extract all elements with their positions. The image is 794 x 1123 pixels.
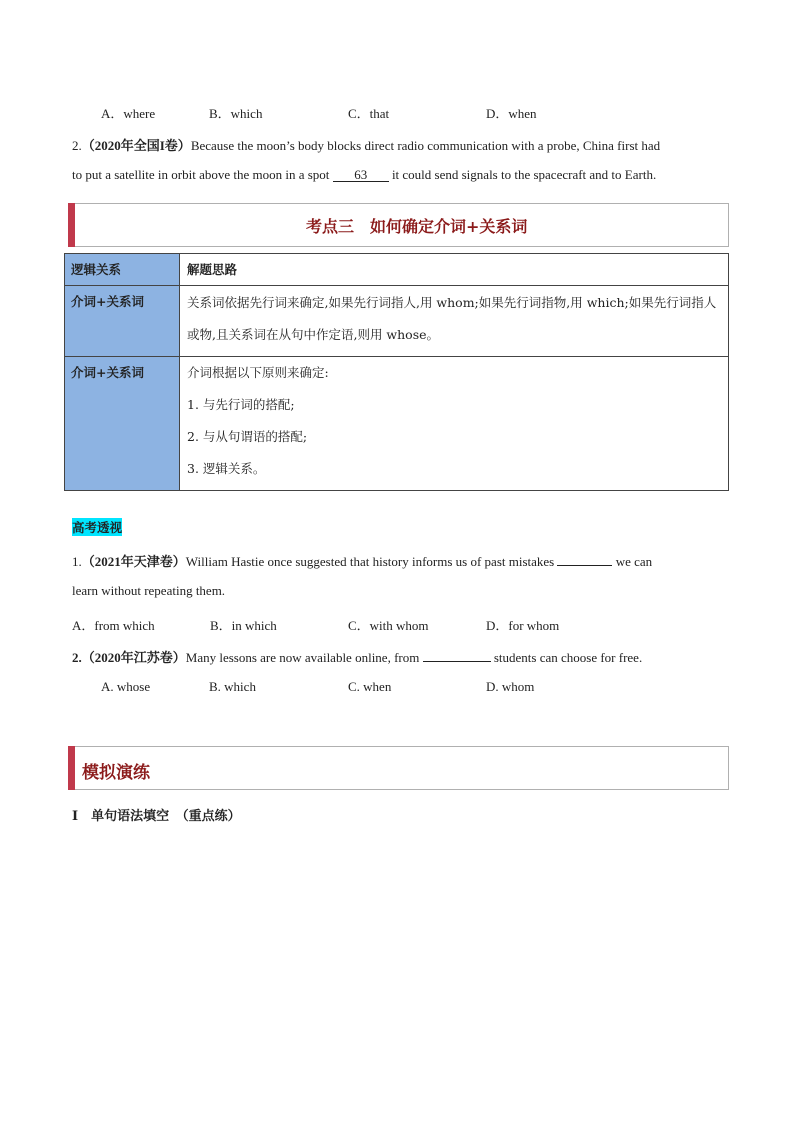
option-b: B．in which [210,618,277,633]
content-line: 2. 与从句谓语的搭配; [187,429,308,444]
section-accent-bar [68,203,75,247]
answer-blank [557,565,612,566]
content-line: 1. 与先行词的搭配; [187,397,295,412]
question-2-line1 [72,135,660,154]
section-title: 考点三 如何确定介词+关系词 [306,217,528,236]
question-text: it could send signals to the spacecraft and to Earth. [388,167,657,182]
option-c: C．that [348,106,390,121]
gaokao-q1-line1 [72,551,652,570]
option-b: B. which [209,679,256,694]
option-a: A．from which [72,618,155,633]
option-d: D．for whom [486,618,560,633]
section-accent-bar [68,746,75,790]
option-a: A. whose [101,679,151,694]
table-header-row [65,254,729,286]
question-text: learn without repeating them. [72,583,226,598]
option-c: C. when [348,679,392,694]
question-text: William Hastie once suggested that history informs us of past mistakes [185,554,558,569]
table-row [65,286,729,357]
practice-header-box [68,746,729,790]
option-d: D. whom [486,679,535,694]
question-text: Because the moon’s body blocks direct radio communication with a probe, China first had [190,138,661,153]
answer-blank [423,661,491,662]
content-line: 3. 逻辑关系。 [187,461,266,476]
table-row-content [180,357,729,491]
content-line: 介词根据以下原则来确定: [187,365,329,380]
option-a: A．where [101,106,156,121]
practice-subtitle: I 单句语法填空 （重点练） [72,809,241,824]
logic-table [64,253,729,491]
table-row-label: 介词+关系词 [65,286,180,357]
practice-title: 模拟演练 [82,763,150,783]
question-number: 2. [72,138,82,153]
question-source: （2020年全国I卷） [81,138,191,153]
gaokao-q2-line [72,647,642,666]
option-b: B．which [209,106,263,121]
table-row-label: 介词+关系词 [65,357,180,491]
table-row [65,357,729,491]
answer-blank: 63 [333,168,389,182]
gaokao-heading: 高考透视 [72,520,123,535]
question-text: to put a satellite in orbit above the moon in a spot [72,167,333,182]
option-d: D．when [486,106,537,121]
table-header-cell: 解题思路 [180,254,729,286]
question-text: Many lessons are now available online, from [185,650,423,665]
question-number: 1. [72,554,82,569]
question-text: we can [612,554,653,569]
question-2-line2 [72,167,656,183]
option-c: C．with whom [348,618,429,633]
table-header-cell: 逻辑关系 [65,254,180,286]
question-number: 2. [72,650,82,665]
gaokao-q1-line2 [72,583,225,599]
question-source: （2021年天津卷） [81,554,186,569]
question-text: students can choose for free. [490,650,643,665]
question-source: （2020年江苏卷） [81,650,186,665]
table-row-content: 关系词依据先行词来确定,如果先行词指人,用 whom;如果先行词指物,用 which;如果先行词指人或物,且关系词在从句中作定语,则用 whose。 [180,286,729,357]
